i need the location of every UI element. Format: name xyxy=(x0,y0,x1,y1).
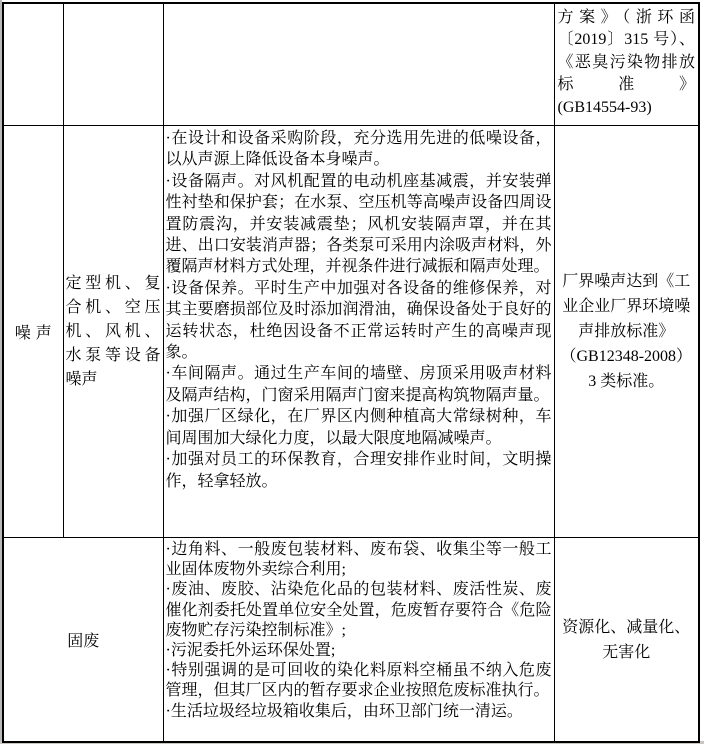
standard-continuation-line: 方案》（浙环函 xyxy=(557,9,695,26)
cell-noise-source: 定型机、复合机、空压机、风机、水泵等设备噪声 xyxy=(63,126,163,538)
solid-waste-measure-item: ·生活垃圾经垃圾箱收集后，由环卫部门统一清运。 xyxy=(165,702,523,720)
noise-measure-item: ·设备隔声。对风机配置的电动机座基减震，并安装弹性衬垫和保护套；在水泵、空压机等高噪声设备四周设置防震沟，并安装减震垫；风机安装隔声罩，并在其进、出口安装消声器；各类泵可采用内涂吸声材料，外覆隔声材料方式处理，并视条件进行减振和隔声处理。 xyxy=(165,172,552,276)
noise-measure-item: ·车间隔声。通过生产车间的墙壁、房顶采用吸声材料及隔声结构，门窗采用隔声门窗来提高构筑物隔声量。 xyxy=(165,365,552,404)
standard-continuation-line: 标准》 xyxy=(557,76,695,94)
solid-waste-measure-item: ·边角料、一般废包装材料、废布袋、收集尘等一般工业固体废物外卖综合利用; xyxy=(165,541,552,579)
table-row-noise xyxy=(3,126,699,538)
cell-empty-col3 xyxy=(163,3,554,126)
noise-measure-item: ·设备保养。平时生产中加强对各设备的维修保养，对其主要磨损部位及时添加润滑油，确保设备处于良好的运转状态，杜绝因设备不正常运转时产生的高噪声现象。 xyxy=(165,279,552,362)
noise-measure-item: ·加强对员工的环保教育，合理安排作业时间，文明操作，轻拿轻放。 xyxy=(165,451,552,490)
noise-measure-item: ·加强厂区绿化，在厂界区内侧种植高大常绿树种，车间周围加大绿化力度，以最大限度地隔减噪声。 xyxy=(165,408,552,447)
cell-solid-waste-standard: 资源化、减量化、无害化 xyxy=(554,538,699,743)
cell-standard-continuation xyxy=(554,3,699,126)
solid-waste-measure-item: ·污泥委托外运环保处置; xyxy=(165,642,336,660)
solid-waste-measure-item: ·废油、废胶、沾染危化品的包装材料、废活性炭、废催化剂委托处置单位安全处置，危废暂存要符合《危险废物贮存污染控制标准》; xyxy=(165,581,552,639)
table-row-continuation xyxy=(3,3,699,126)
cell-empty-col2 xyxy=(63,3,163,126)
cell-category-solid-waste: 固废 xyxy=(3,538,163,743)
cell-empty-col1 xyxy=(3,3,63,126)
cell-noise-standard: 厂界噪声达到《工业企业厂界环境噪声排放标准》（GB12348-2008）3 类标准。 xyxy=(554,126,699,538)
standard-continuation-line: 〔2019〕315 号）、 xyxy=(557,31,695,49)
cell-category-noise: 噪声 xyxy=(3,126,63,538)
cell-solid-waste-measures xyxy=(163,538,554,743)
env-measures-table xyxy=(2,2,700,743)
noise-measure-item: ·在设计和设备采购阶段，充分选用先进的低噪设备，以从声源上降低设备本身噪声。 xyxy=(165,130,552,169)
table-row-solid-waste xyxy=(3,538,699,743)
standard-continuation-line: 《恶臭污染物排放 xyxy=(557,53,695,71)
solid-waste-measure-item: ·特别强调的是可回收的染化料原料空桶虽不纳入危废管理，但其厂区内的暂存要求企业按照危废标准执行。 xyxy=(165,662,552,700)
standard-continuation-line: (GB14554-93) xyxy=(557,98,652,116)
cell-noise-measures xyxy=(163,126,554,538)
